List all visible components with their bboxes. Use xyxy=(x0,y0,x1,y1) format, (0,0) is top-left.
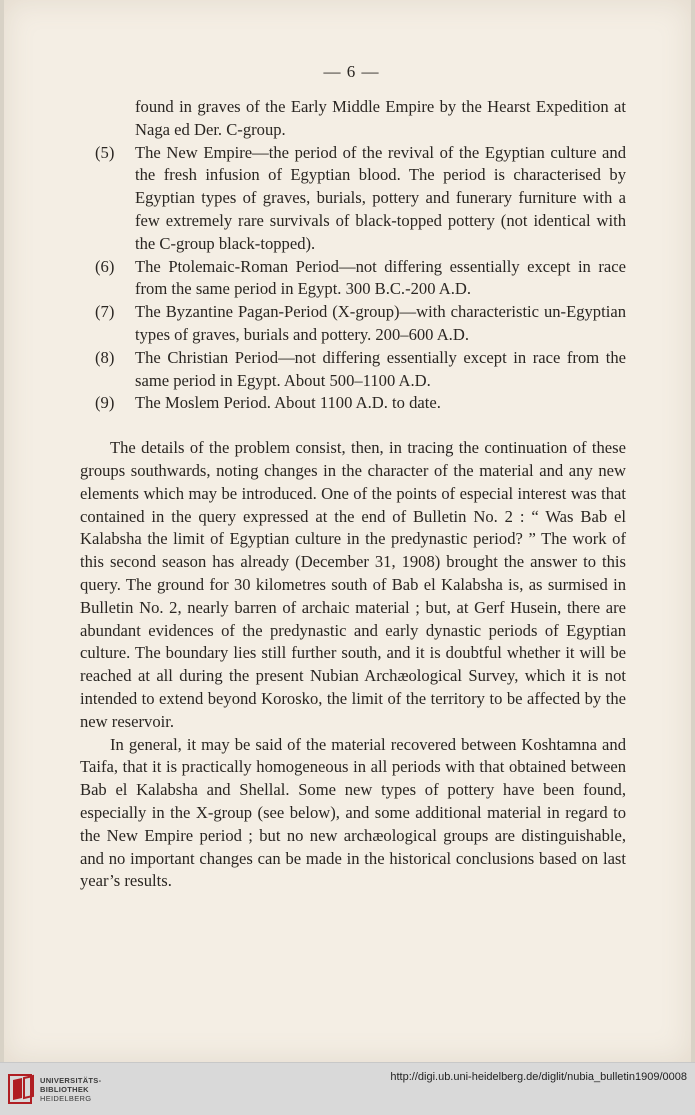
library-line-1: UNIVERSITÄTS- xyxy=(40,1076,102,1085)
continued-item-text: found in graves of the Early Middle Empire by the Hearst Expedition at Naga ed Der. C-group. xyxy=(135,97,626,139)
heidelberg-library-logo-icon xyxy=(8,1072,36,1106)
document-page xyxy=(4,0,691,1062)
period-number: (7) xyxy=(95,302,115,322)
viewer-footer xyxy=(0,1062,695,1115)
period-number: (8) xyxy=(95,347,115,367)
period-text: The Christian Period—not differing essentially except in race from the same period in Egypt. About 500–1100 A.D. xyxy=(135,347,626,390)
paragraph-gap xyxy=(80,415,626,437)
period-number: (9) xyxy=(95,393,115,413)
body-paragraph: In general, it may be said of the material recovered between Koshtamna and Taifa, that it is practically homogeneous in all periods with that obtained between Bab el Kalabsha and Shellal. Some new types of pottery have been found, especially in the X-group (see below), and some additional material in regard to the New Empire period ; but no new archæological groups are distinguishable, and no important changes can be made in the historical conclusions based on last year’s results. xyxy=(80,734,626,891)
period-text: The Ptolemaic-Roman Period—not differing essentially except in race from the same period in Egypt. 300 B.C.-200 A.D. xyxy=(135,256,626,299)
body-paragraph: The details of the problem consist, then, in tracing the continuation of these groups southwards, noting changes in the character of the material and any new elements which may be introduced. One of the points of especial interest was that contained in the query expressed at the end of Bulletin No. 2 : “ Was Bab el Kalabsha the limit of Egyptian culture in the predynastic period? ” The work of this second season has already (December 31, 1908) brought the answer to this query. The ground for 30 kilometres south of Bab el Kalabsha is, as surmised in Bulletin No. 2, nearly barren of archaic material ; but, at Gerf Husein, there are abundant evidences of the predynastic and early dynastic periods of Egyptian culture. The boundary lies still further south, and it is doubtful whether it will be reached at all during the present Nubian Archæological Survey, which it is not intended to extend beyond Korosko, the limit of the territory to be affected by the new reservoir. xyxy=(80,438,626,731)
permalink-url[interactable]: http://digi.ub.uni-heidelberg.de/diglit/nubia_bulletin1909/0008 xyxy=(390,1071,687,1083)
library-name xyxy=(40,1076,101,1103)
period-text: The Moslem Period. About 1100 A.D. to date. xyxy=(135,393,441,413)
period-list xyxy=(80,142,626,416)
document-body xyxy=(80,96,626,893)
period-item xyxy=(80,347,626,393)
period-item xyxy=(80,256,626,302)
period-item xyxy=(80,392,626,415)
library-line-2: BIBLIOTHEK xyxy=(40,1085,89,1094)
library-line-3: HEIDELBERG xyxy=(40,1094,92,1103)
paragraph-list xyxy=(80,437,626,893)
period-text: The Byzantine Pagan-Period (X-group)—with characteristic un-Egyptian types of graves, burials and pottery. 200–600 A.D. xyxy=(135,302,626,344)
period-text: The New Empire—the period of the revival of the Egyptian culture and the fresh infusion of Egyptian blood. The period is characterised by Egyptian types of graves, burials, pottery and funerary furniture with a few extremely rare survivals of black-topped pottery (not identical with the C-group black-topped). xyxy=(135,142,626,253)
period-item xyxy=(80,142,626,256)
period-number: (5) xyxy=(95,142,115,162)
page-number: — 6 — xyxy=(323,62,380,81)
period-number: (6) xyxy=(95,256,115,276)
period-item xyxy=(80,301,626,347)
